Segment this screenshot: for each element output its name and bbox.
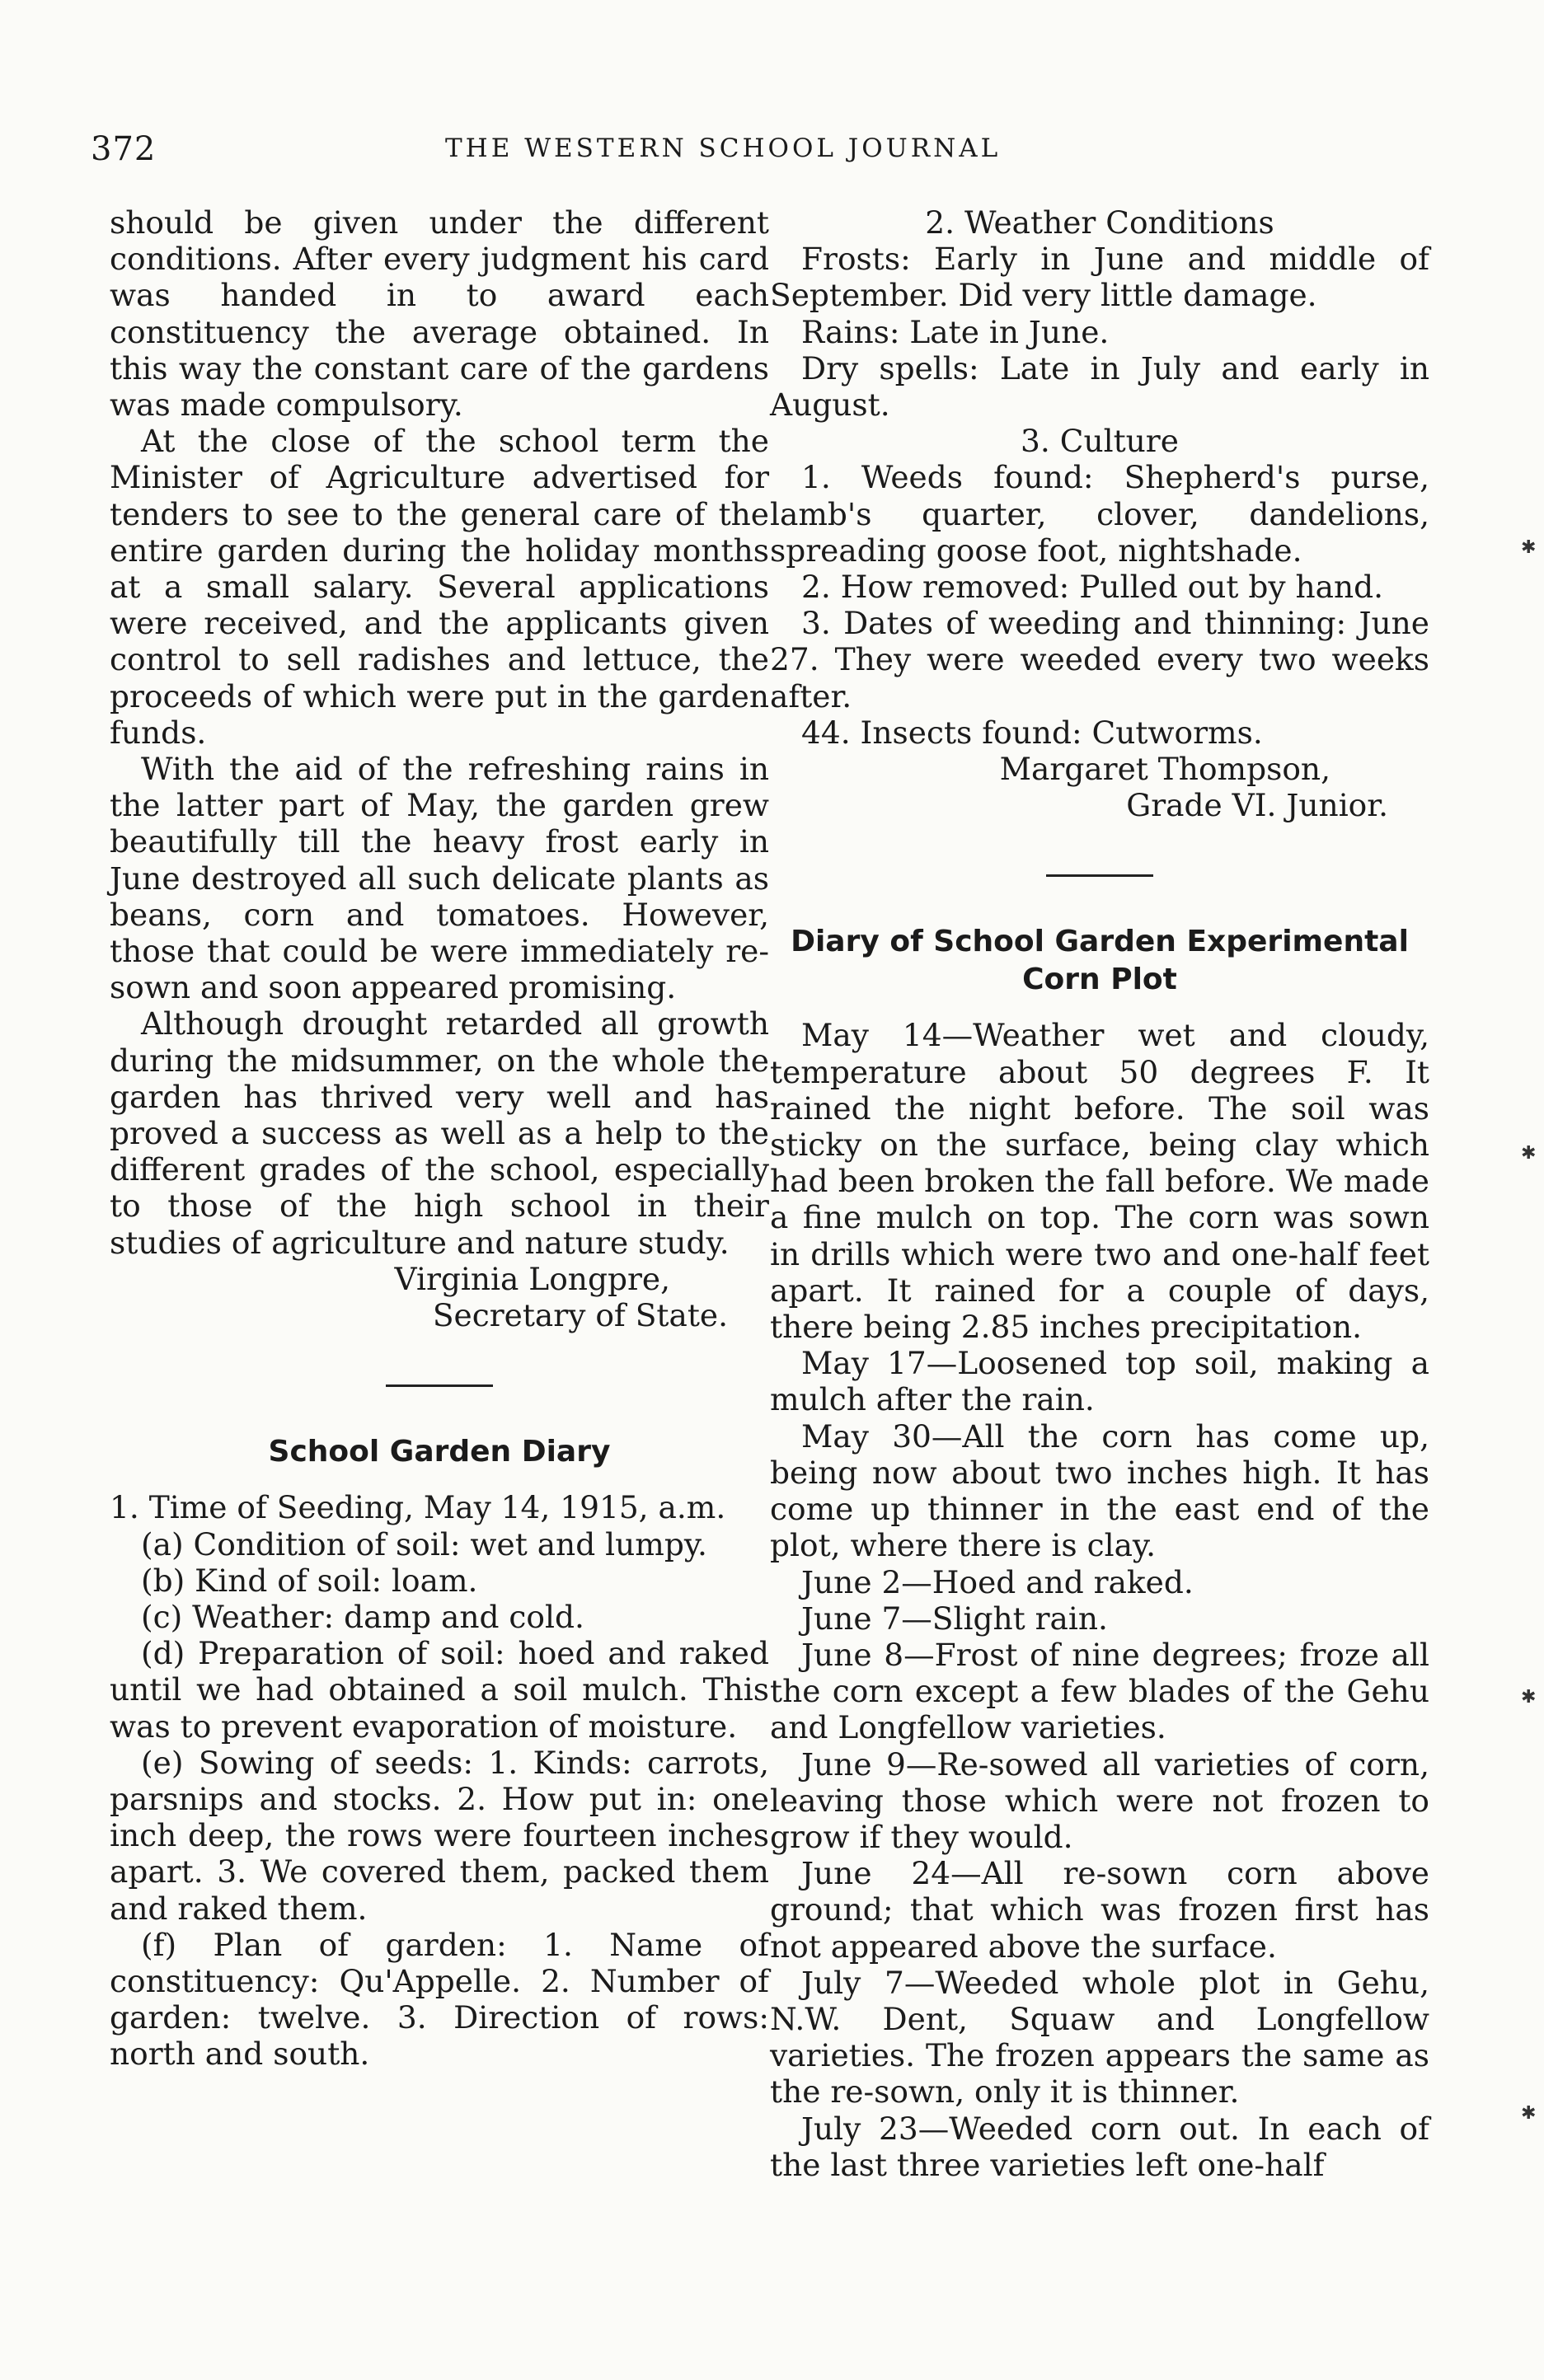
paragraph: Although drought retarded all growth during the midsummer, on the whole the garden has thrived very well and has proved a success as well as a help to the different grades of the school, especially to those of the high school in their studies of agriculture and nature study. [110,1005,769,1261]
weather-item: Rains: Late in June. [801,313,1110,350]
paragraph: With the aid of the refreshing rains in the latter part of May, the garden grew beautifully till the heavy frost early in June destroyed all such delicate plants as beans, corn and tomatoes. However, those that could be were immediately re-sown and soon appeared promising. [110,751,769,1006]
corn-diary-entry: June 24—All re-sown corn above ground; that which was frozen first has not appeared above the surface. [770,1855,1429,1965]
culture-item: 3. Dates of weeding and thinning: June 27. They were weeded every two weeks after. [770,605,1429,714]
corn-diary-entry: May 30—All the corn has come up, being now about two inches high. It has come up thinner in the east end of the plot, where there is clay. [770,1417,1429,1564]
diary-item: (a) Condition of soil: wet and lumpy. [141,1525,707,1562]
signature-title: Grade VI. Junior. [1126,787,1388,824]
paragraph: should be given under the different conditions. After every judgment his card was handed in to award each constituency the average obtained. In this way the constant care of the gardens was made compulsory. [110,204,769,424]
corn-diary-entry: June 9—Re-sowed all varieties of corn, leaving those which were not frozen to grow if they would. [770,1745,1429,1855]
culture-heading: 3. Culture [1021,423,1179,460]
page-number: 372 [91,130,157,168]
scan-speck: ✱ [1521,1143,1537,1164]
signature-name: Margaret Thompson, [999,751,1330,788]
section-divider [386,1384,493,1387]
diary-item: (f) Plan of garden: 1. Name of constituency: Qu'Appelle. 2. Number of garden: twelve. 3. Direction of rows: north and south. [110,1926,769,2073]
weather-heading: 2. Weather Conditions [925,204,1274,241]
corn-diary-entry: May 14—Weather wet and cloudy, temperature about 50 degrees F. It rained the night before. The soil was sticky on the surface, being clay which had been broken the fall before. We made a fine mulch on top. The corn was sown in drills which were two and one-half feet apart. It rained for a couple of days, there being 2.85 inches precipitation. [770,1017,1429,1346]
weather-item: Frosts: Early in June and middle of September. Did very little damage. [770,241,1429,314]
corn-diary-entry: May 17—Loosened top soil, making a mulch after the rain. [770,1345,1429,1418]
culture-item: 1. Weeds found: Shepherd's purse, lamb's quarter, clover, dandelions, spreading goose foot, nightshade. [770,459,1429,569]
corn-diary-entry: July 7—Weeded whole plot in Gehu, N.W. Dent, Squaw and Longfellow varieties. The frozen appears the same as the re-sown, only it is thinner. [770,1964,1429,2111]
signature-name: Virginia Longpre, [394,1260,670,1297]
signature [770,751,1429,823]
corn-diary-entry: June 7—Slight rain. [801,1600,1108,1637]
scan-speck: ✱ [1521,1687,1537,1708]
diary-item: (e) Sowing of seeds: 1. Kinds: carrots, parsnips and stocks. 2. How put in: one inch deep, the rows were fourteen inches apart. 3. We covered them, packed them and raked them. [110,1744,769,1927]
culture-item: 2. How removed: Pulled out by hand. [801,569,1384,606]
signature-title: Secretary of State. [432,1297,728,1334]
corn-diary-entry: July 23—Weeded corn out. In each of the last three varieties left one-half [770,2110,1429,2183]
weather-item: Dry spells: Late in July and early in August. [770,349,1429,424]
journal-title: THE WESTERN SCHOOL JOURNAL [445,134,1002,163]
scan-speck: ✱ [1521,537,1537,558]
corn-diary-entry: June 8—Frost of nine degrees; froze all the corn except a few blades of the Gehu and Longfellow varieties. [770,1636,1429,1746]
school-garden-diary-heading: School Garden Diary [268,1435,611,1469]
section-divider [1046,874,1153,877]
culture-item: 44. Insects found: Cutworms. [801,714,1263,751]
corn-diary-entry: June 2—Hoed and raked. [801,1563,1194,1600]
diary-item: (b) Kind of soil: loam. [141,1562,478,1599]
diary-item: (d) Preparation of soil: hoed and raked until we had obtained a soil mulch. This was to prevent evaporation of moisture. [110,1635,769,1745]
page-header [91,130,1418,180]
signature [110,1261,769,1333]
corn-plot-diary-heading: Diary of School Garden Experimental Corn Plot [791,925,1409,997]
scan-speck: ✱ [1521,2103,1537,2124]
diary-item: 1. Time of Seeding, May 14, 1915, a.m. [110,1489,726,1526]
right-column [770,204,1429,2183]
left-column [110,204,769,2073]
diary-item: (c) Weather: damp and cold. [141,1598,584,1635]
paragraph: At the close of the school term the Minister of Agriculture advertised for tenders to see to the general care of the entire garden during the holiday months at a small salary. Several applications were received, and the applicants given control to sell radishes and lettuce, the proceeds of which were put in the garden funds. [110,423,769,751]
